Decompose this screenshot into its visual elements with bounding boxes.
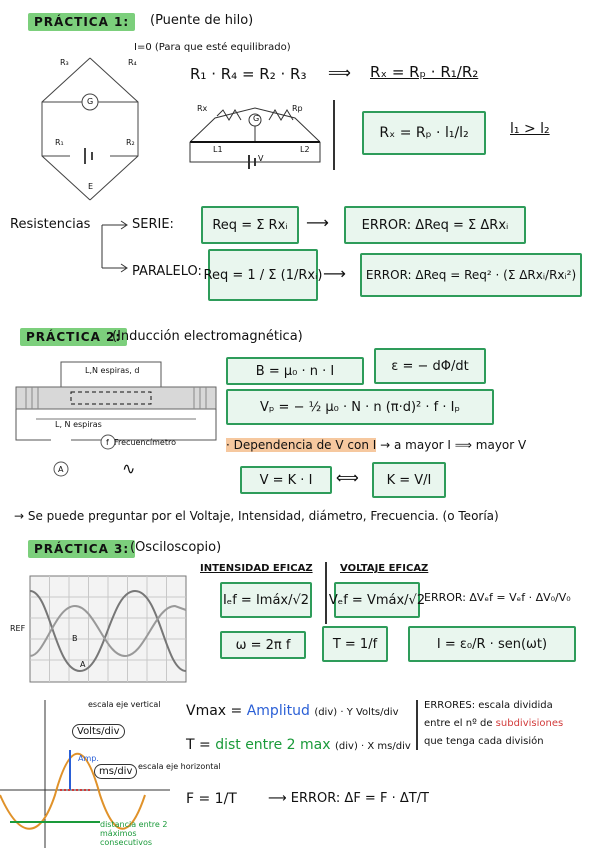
vef-error: ERROR: ΔVₑf = Vₑf · ΔV₀/V₀ [424,591,571,604]
p2-note: → Se puede preguntar por el Voltaje, Intensidad, diámetro, Frecuencia. (o Teoría) [14,509,499,523]
paralelo-label: PARALELO: [132,264,202,279]
freq-error: ⟶ ERROR: ΔF = F · ΔT/T [268,791,429,806]
wave-b-label: B [72,634,78,643]
k-eq: K = V/I [372,462,446,498]
wire-label-v: V [258,154,264,163]
wire-label-l2: L2 [300,145,310,154]
errors-line-1: ERRORES: escala dividida [424,700,553,711]
vmax-amplitude: Amplitud [246,703,310,719]
v-eq: V = K · I [240,466,332,494]
iff-arrow: ⟺ [336,468,359,487]
current-eq: I = ε₀/R · sen(ωt) [408,626,576,662]
label-r4: R₄ [128,58,137,67]
serie-label: SERIE: [132,217,174,232]
dependence-text [226,439,526,452]
freq-eq: F = 1/T [186,791,237,807]
dependence-highlight: · Dependencia de V con I [226,438,377,452]
errors-line-2 [424,718,563,729]
omega-eq: ω = 2π f [220,631,306,659]
paralelo-error: ERROR: ΔReq = Req² · (Σ ΔRxᵢ/Rxᵢ²) [360,253,582,297]
p1-rx-eq: Rₓ = Rₚ · R₁/R₂ [370,63,479,81]
vmax-pre: Vmax = [186,703,243,719]
coil-diagram [16,362,216,472]
p1-l-relation: l₁ > l₂ [510,121,550,137]
int-eff-head: INTENSIDAD EFICAZ [200,563,313,574]
p1-subtitle: (Puente de hilo) [150,13,254,28]
wheatstone-diagram [30,50,150,190]
distance-note: distancia entre 2 máximos consecutivos [100,820,168,847]
label-e: E [88,182,94,191]
label-r1: R₁ [55,138,64,147]
label-r3: R₃ [60,58,69,67]
emf-eq: ε = − dΦ/dt [374,348,486,384]
vmax-post: (div) · Y Volts/div [314,707,399,718]
serie-arrow: ⟶ [306,213,329,232]
serie-eq: Req = Σ Rxᵢ [201,206,299,244]
p1-title: PRÁCTICA 1: [28,13,135,31]
p3-subtitle: (Osciloscopio) [130,540,222,555]
volt-eff-head: VOLTAJE EFICAZ [340,563,429,574]
res-label: Resistencias [10,217,91,232]
p1-condition: I=0 (Para que esté equilibrado) [134,42,291,53]
freqmeter-symbol: f [106,438,109,447]
res-branch-arrows [100,210,130,280]
errors-brace [416,700,418,750]
scale-horizontal-note: escala eje horizontal [138,762,221,771]
paralelo-arrow: ⟶ [323,264,346,283]
p2-title: PRÁCTICA 2: [20,328,127,346]
period-dist: dist entre 2 max [215,737,331,753]
p2-subtitle: (Inducción electromagnética) [112,329,303,344]
p1-rx-wire-eq: Rₓ = Rₚ · l₁/l₂ [362,111,486,155]
ammeter-symbol: A [58,465,64,474]
label-r2: R₂ [126,138,135,147]
volts-div-circle: Volts/div [72,724,125,739]
ms-div-circle: ms/div [94,764,137,779]
ac-source-symbol: ∿ [122,459,136,478]
ief-eq: Iₑf = Imáx/√2 [220,582,312,618]
serie-error: ERROR: ΔReq = Σ ΔRxᵢ [344,206,526,244]
p3-divider [325,562,327,624]
b-eq: B = μ₀ · n · I [226,357,364,385]
wire-label-rp: Rp [292,104,303,113]
wire-label-rx: Rx [197,104,208,113]
scale-vertical-note: escala eje vertical [88,700,161,709]
p1-product-eq: R₁ · R₄ = R₂ · R₃ [190,65,307,83]
wave-a-label: A [80,660,86,669]
p3-title: PRÁCTICA 3: [28,540,135,558]
brace-bar [333,100,335,170]
ref-label: REF [10,624,26,633]
period-formula [186,738,411,753]
amp-label: Amp. [78,754,99,763]
implies-arrow: ⟹ [328,63,351,82]
errors-line-2-subdiv: subdivisiones [495,718,564,729]
oscilloscope-screen [30,576,186,682]
period-post: (div) · X ms/div [335,741,411,752]
coil-label-top: L,N espiras, d [85,366,140,375]
coil-label-bottom: L, N espiras [55,420,102,429]
vmax-formula [186,704,399,719]
paralelo-eq: Req = 1 / Σ (1/Rxᵢ) [208,249,318,301]
label-g: G [87,97,94,106]
wire-label-g: G [253,114,260,123]
dependence-conclusion: → a mayor I ⟹ mayor V [380,438,527,452]
vp-eq: Vₚ = − ½ μ₀ · N · n (π·d)² · f · Iₚ [226,389,494,425]
errors-line-2-pre: entre el nº de [424,718,493,729]
freq-label: Frecuencímetro [114,438,176,447]
vef-eq: Vₑf = Vmáx/√2 [334,582,420,618]
period-pre: T = [186,737,211,753]
wire-label-l1: L1 [213,145,223,154]
period-eq: T = 1/f [322,626,388,662]
errors-line-3: que tenga cada división [424,736,544,747]
